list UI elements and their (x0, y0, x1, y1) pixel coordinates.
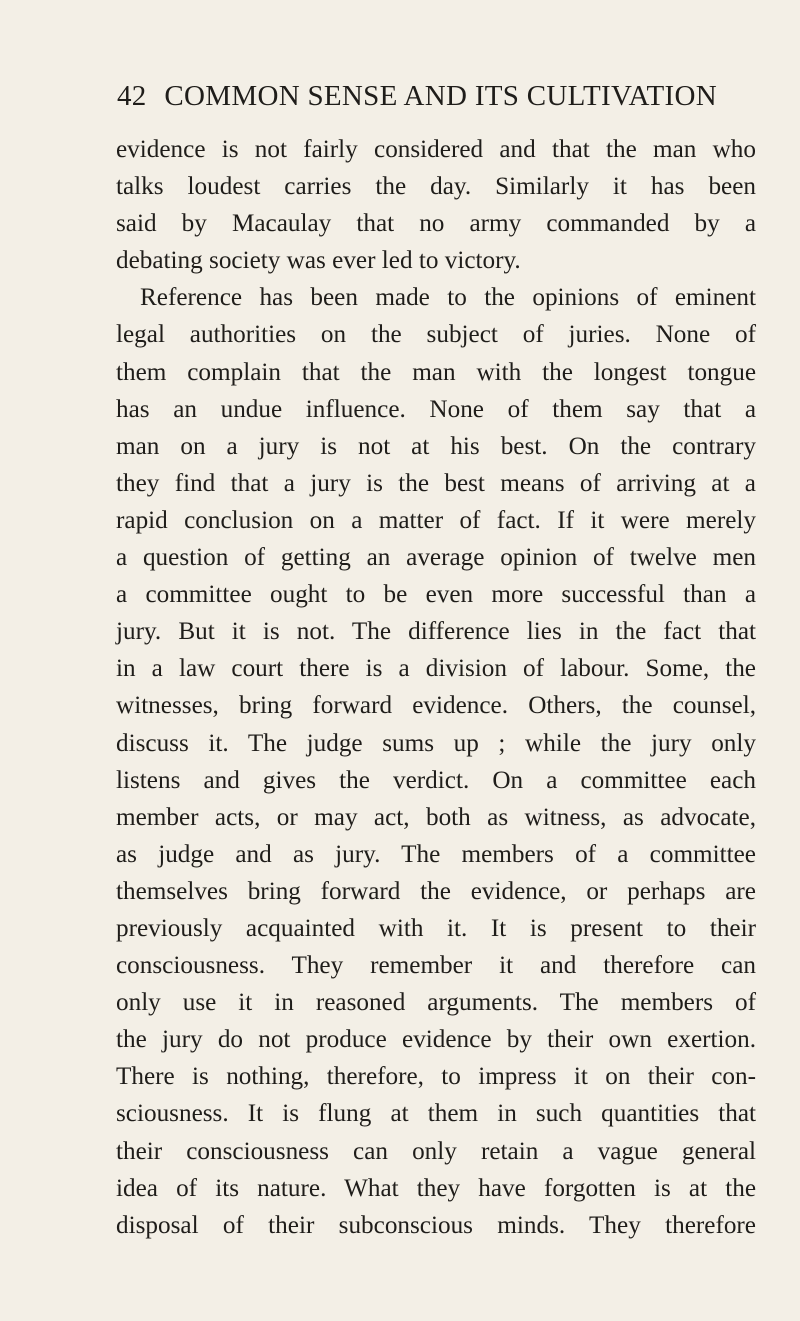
text-line: their consciousness can only retain a vague general (116, 1137, 756, 1165)
text-line: as judge and as jury. The members of a committee (116, 840, 756, 868)
text-line: There is nothing, therefore, to impress it on their con- (116, 1063, 756, 1091)
text-line: consciousness. They remember it and therefore can (116, 952, 756, 980)
text-line: them complain that the man with the longest tongue (116, 358, 756, 386)
page-number: 42 (117, 80, 147, 112)
text-line: discuss it. The judge sums up ; while the jury only (116, 729, 756, 757)
text-line: listens and gives the verdict. On a committee each (116, 766, 756, 794)
text-line: rapid conclusion on a matter of fact. If it were merely (116, 506, 756, 534)
text-line: sciousness. It is flung at them in such quantities that (116, 1100, 756, 1128)
text-line: themselves bring forward the evidence, or perhaps are (116, 877, 756, 905)
text-line: debating society was ever led to victory. (116, 247, 521, 275)
text-line: said by Macaulay that no army commanded by a (116, 210, 756, 238)
text-line: Reference has been made to the opinions of eminent (140, 284, 756, 312)
text-line: disposal of their subconscious minds. They therefore (116, 1211, 756, 1239)
text-line: in a law court there is a division of labour. Some, the (116, 655, 756, 683)
text-line: previously acquainted with it. It is present to their (116, 914, 756, 942)
text-line: idea of its nature. What they have forgotten is at the (116, 1174, 756, 1202)
text-line: evidence is not fairly considered and that the man who (116, 136, 756, 163)
text-line: jury. But it is not. The difference lies in the fact that (116, 618, 756, 646)
text-line: they find that a jury is the best means of arriving at a (116, 469, 756, 497)
running-head (117, 80, 717, 120)
text-line: a committee ought to be even more successful than a (116, 581, 756, 609)
text-line: man on a jury is not at his best. On the contrary (116, 432, 756, 460)
text-line: legal authorities on the subject of juries. None of (116, 321, 756, 349)
text-line: only use it in reasoned arguments. The members of (116, 989, 756, 1017)
text-line: the jury do not produce evidence by their own exertion. (116, 1026, 756, 1054)
text-line: talks loudest carries the day. Similarly it has been (116, 173, 756, 201)
running-title: COMMON SENSE AND ITS CULTIVATION (164, 80, 717, 112)
text-line: a question of getting an average opinion of twelve men (116, 544, 756, 572)
text-line: witnesses, bring forward evidence. Others, the counsel, (116, 692, 756, 720)
text-line: has an undue influence. None of them say that a (116, 395, 756, 423)
body-text (116, 131, 756, 1244)
text-line: member acts, or may act, both as witness, as advocate, (116, 803, 756, 831)
